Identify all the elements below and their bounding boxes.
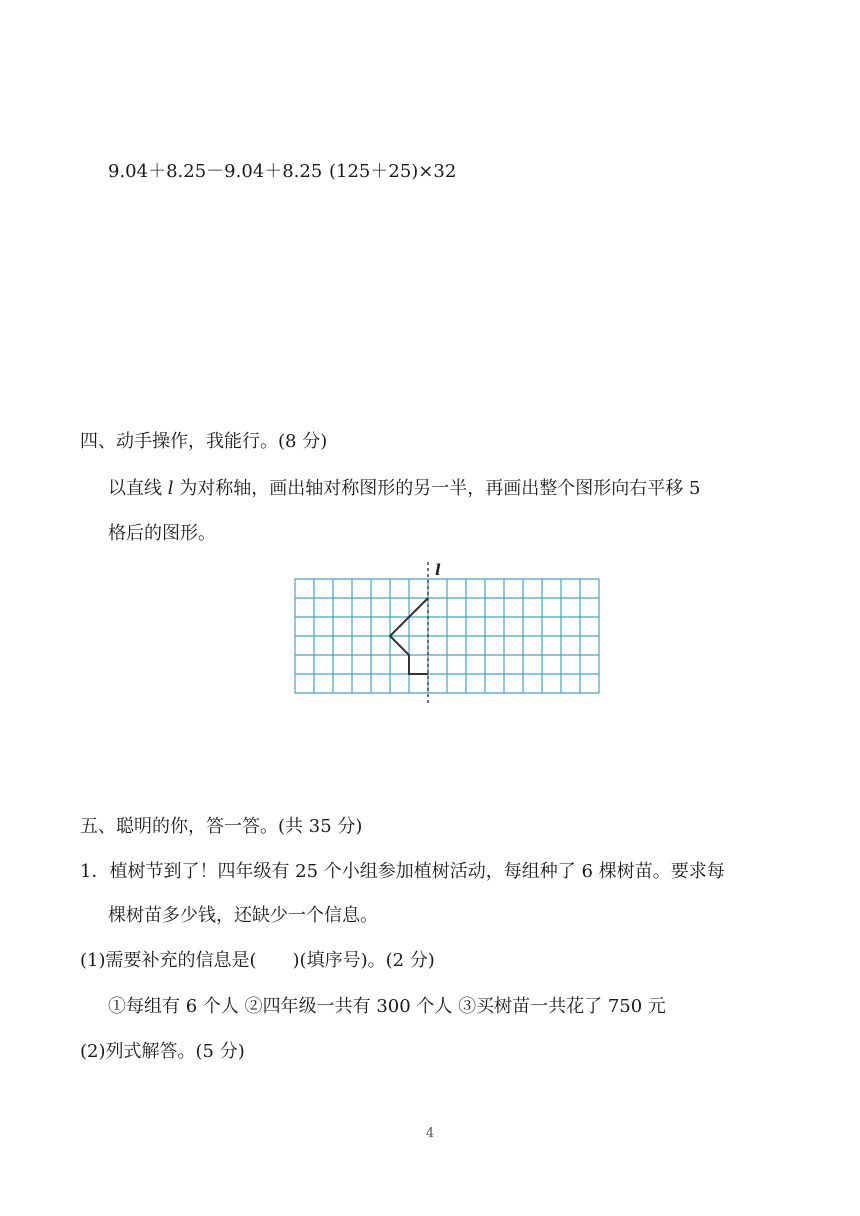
grid-lines — [295, 579, 599, 693]
axis-name: l — [167, 478, 174, 499]
page-number: 4 — [425, 1126, 435, 1141]
symmetry-grid-figure — [294, 560, 604, 710]
instruction-text-b: 为对称轴，画出轴对称图形的另一半，再画出整个图形向右平移 5 — [173, 478, 701, 499]
axis-label-l: l — [435, 561, 441, 579]
question1-line1: 1．植树节到了！四年级有 25 个小组参加植树活动，每组种了 6 棵树苗。要求每 — [80, 861, 725, 882]
section5-heading: 五、聪明的你，答一答。(共 35 分) — [80, 816, 363, 837]
calc-expression-2: (125＋25)×32 — [329, 161, 457, 182]
instruction-text-a: 以直线 — [108, 478, 168, 499]
calc-expression-1: 9.04＋8.25－9.04＋8.25 — [108, 161, 323, 182]
question1-line2: 棵树苗多少钱，还缺少一个信息。 — [108, 905, 378, 926]
section4-heading: 四、动手操作，我能行。(8 分) — [80, 431, 328, 452]
question1-part1: (1)需要补充的信息是( )(填序号)。(2 分) — [80, 950, 435, 971]
section4-instruction-cont: 格后的图形。 — [108, 523, 216, 544]
section4-instruction — [108, 477, 700, 501]
question1-part2: (2)列式解答。(5 分) — [80, 1041, 245, 1062]
question1-options: ①每组有 6 个人 ②四年级一共有 300 个人 ③买树苗一共花了 750 元 — [108, 996, 666, 1017]
